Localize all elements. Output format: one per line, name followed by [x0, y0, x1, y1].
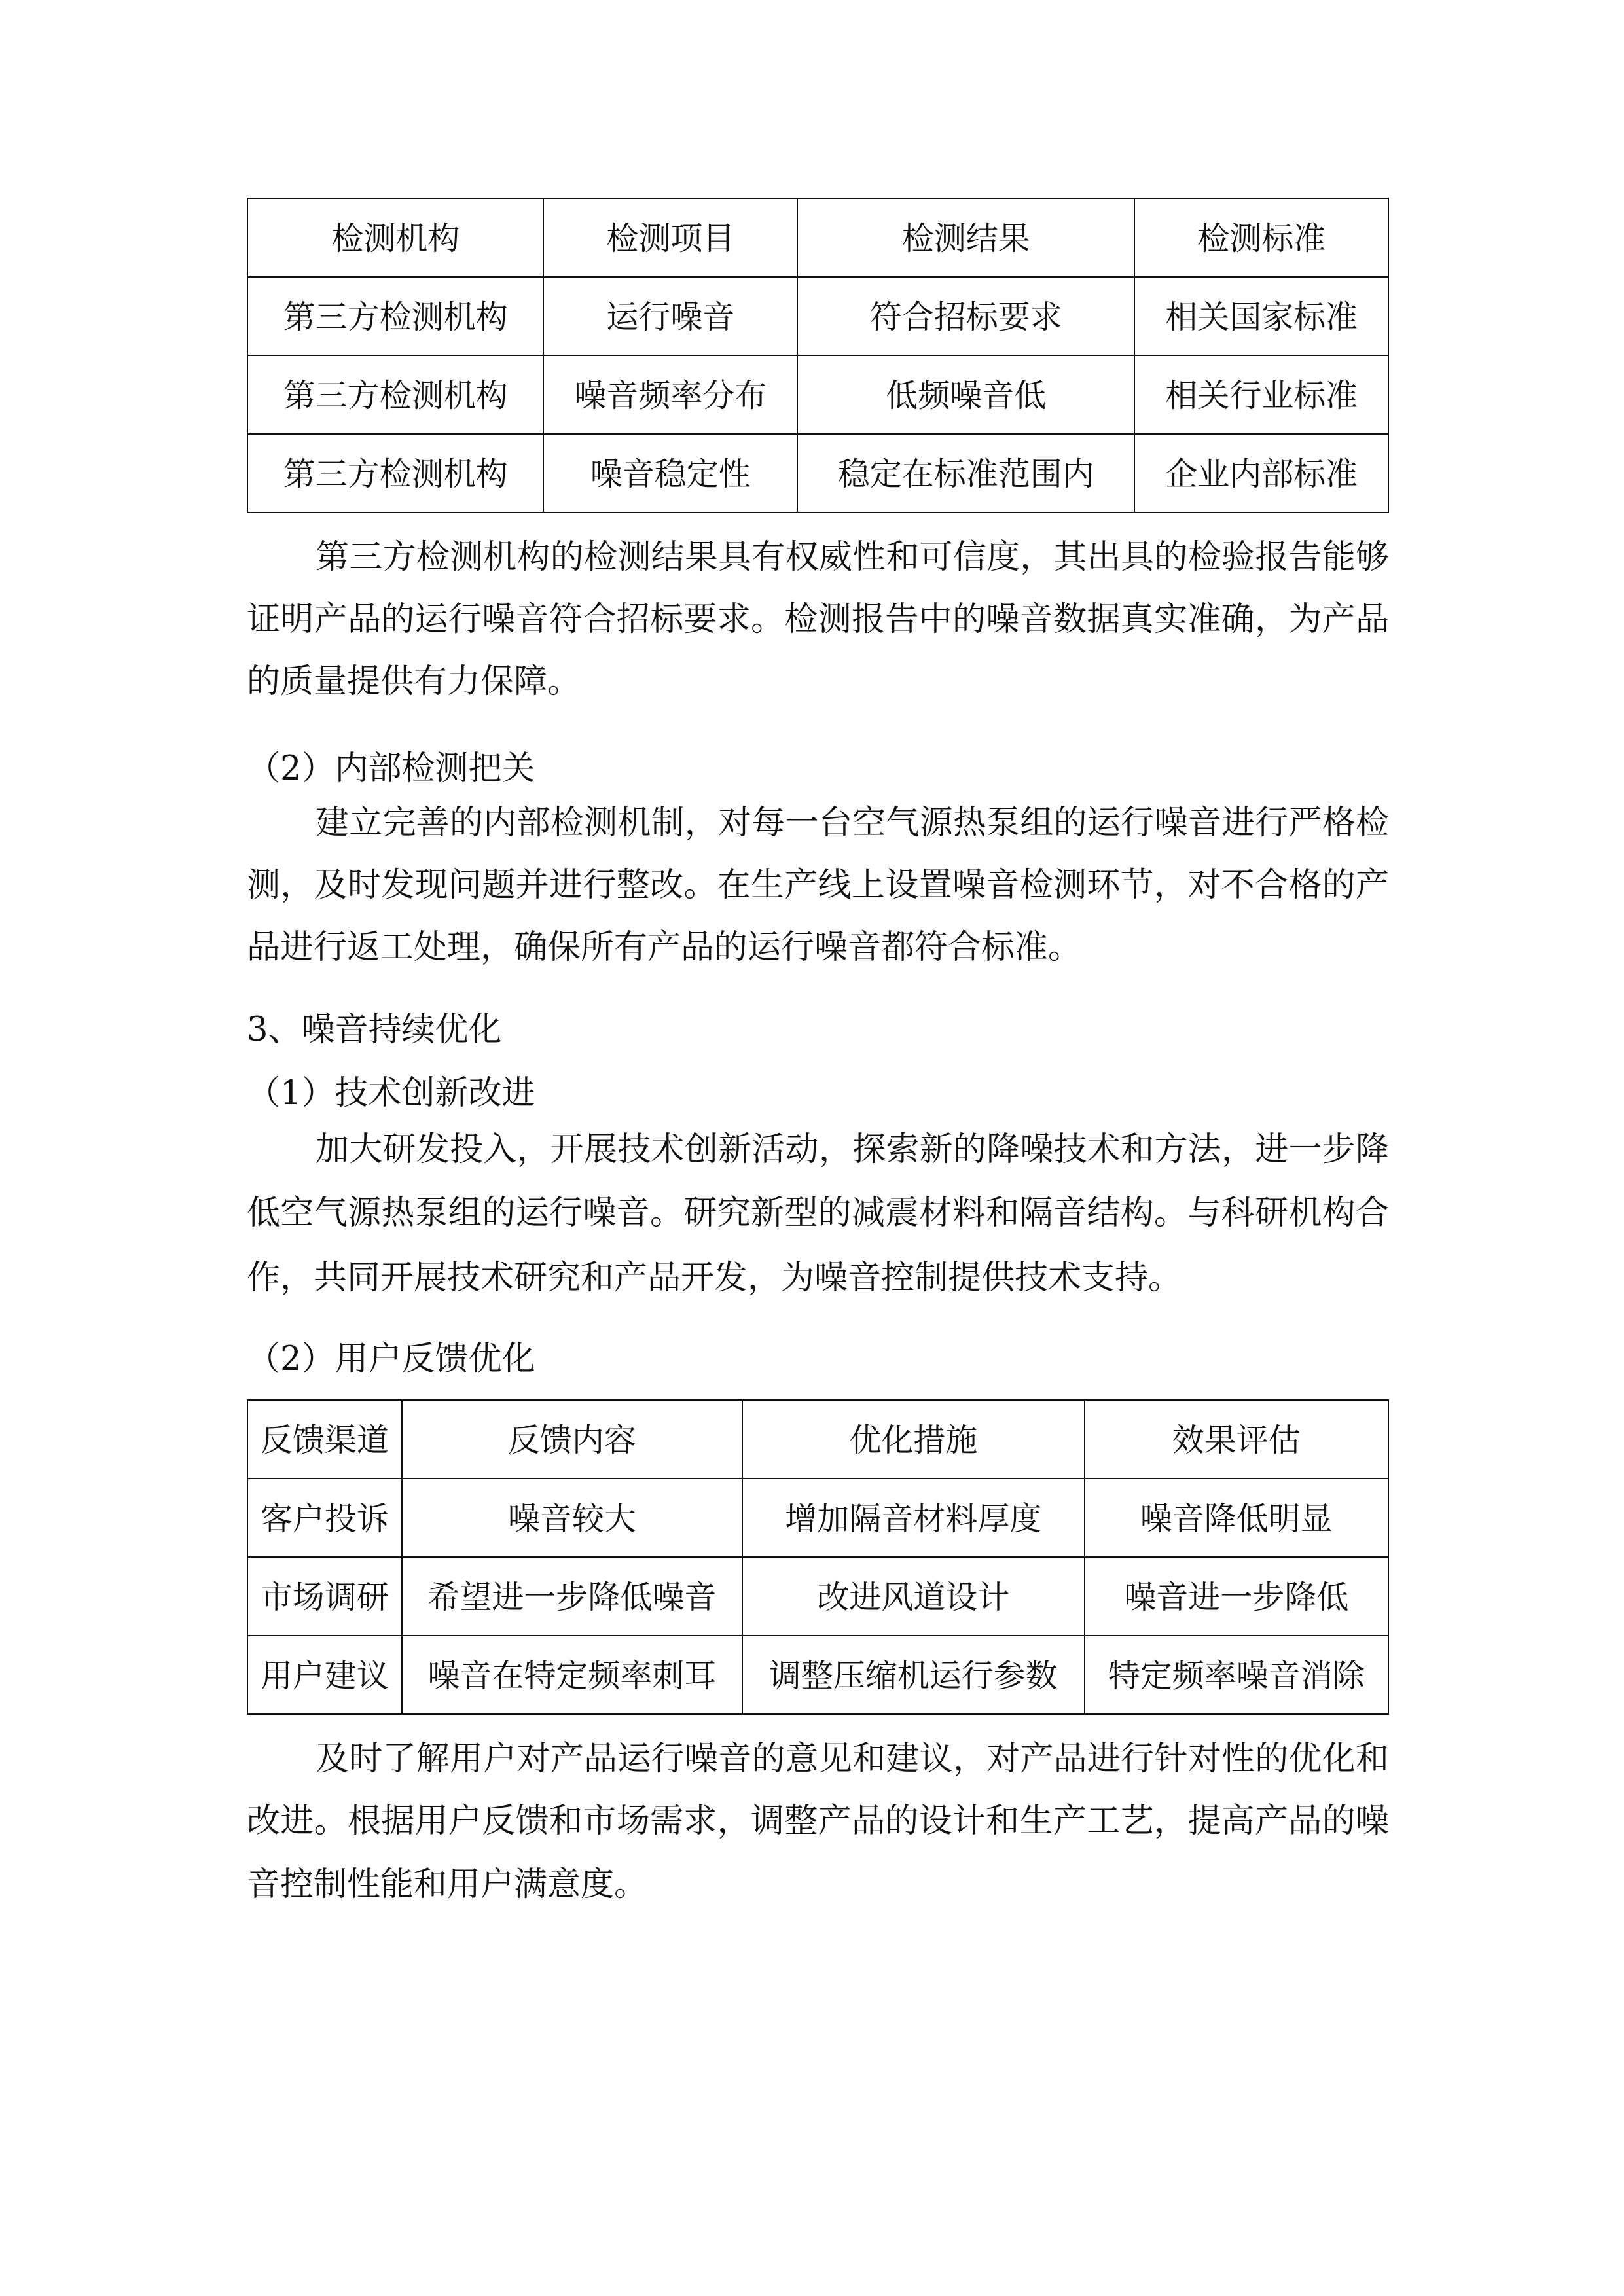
table-header-cell: 反馈内容 — [402, 1400, 742, 1479]
inspection-table — [247, 198, 1389, 513]
table-row — [247, 355, 1388, 434]
subheading: （2）用户反馈优化 — [247, 1340, 535, 1378]
feedback-table — [247, 1399, 1389, 1715]
table-cell: 用户建议 — [247, 1636, 402, 1714]
table-cell: 第三方检测机构 — [247, 277, 543, 355]
subheading: （1）技术创新改进 — [247, 1074, 535, 1113]
table-cell: 特定频率噪音消除 — [1085, 1636, 1389, 1714]
table-cell: 噪音频率分布 — [543, 355, 797, 434]
table-header-cell: 检测结果 — [797, 198, 1134, 277]
paragraph-line: 的质量提供有力保障。 — [247, 662, 581, 701]
paragraph-line: 加大研发投入，开展技术创新活动，探索新的降噪技术和方法，进一步降 — [316, 1130, 1389, 1169]
table-header-cell: 效果评估 — [1085, 1400, 1389, 1479]
table-cell: 相关行业标准 — [1134, 355, 1388, 434]
table-cell: 增加隔音材料厚度 — [742, 1479, 1084, 1557]
table-row — [247, 277, 1388, 355]
table-row — [247, 1636, 1388, 1714]
section-heading: 3、噪音持续优化 — [247, 1011, 502, 1049]
table-header-cell: 检测机构 — [247, 198, 543, 277]
subheading: （2）内部检测把关 — [247, 749, 535, 788]
paragraph-line: 测，及时发现问题并进行整改。在生产线上设置噪音检测环节，对不合格的产 — [247, 866, 1389, 905]
table-cell: 噪音降低明显 — [1085, 1479, 1389, 1557]
table-cell: 噪音进一步降低 — [1085, 1557, 1389, 1636]
table-cell: 稳定在标准范围内 — [797, 434, 1134, 512]
table-cell: 噪音稳定性 — [543, 434, 797, 512]
table-cell: 第三方检测机构 — [247, 434, 543, 512]
table-header-cell: 检测项目 — [543, 198, 797, 277]
table-header-cell: 反馈渠道 — [247, 1400, 402, 1479]
table-cell: 噪音较大 — [402, 1479, 742, 1557]
paragraph-line: 第三方检测机构的检测结果具有权威性和可信度，其出具的检验报告能够 — [316, 538, 1389, 577]
paragraph-line: 改进。根据用户反馈和市场需求，调整产品的设计和生产工艺，提高产品的噪 — [247, 1802, 1389, 1840]
table-cell: 改进风道设计 — [742, 1557, 1084, 1636]
paragraph-line: 低空气源热泵组的运行噪音。研究新型的减震材料和隔音结构。与科研机构合 — [247, 1194, 1389, 1232]
table-header-cell: 检测标准 — [1134, 198, 1388, 277]
table-cell: 希望进一步降低噪音 — [402, 1557, 742, 1636]
table-header-row — [247, 198, 1388, 277]
table-cell: 运行噪音 — [543, 277, 797, 355]
paragraph-line: 品进行返工处理，确保所有产品的运行噪音都符合标准。 — [247, 928, 1082, 967]
table-row — [247, 434, 1388, 512]
table-row — [247, 1557, 1388, 1636]
table-cell: 噪音在特定频率刺耳 — [402, 1636, 742, 1714]
table-cell: 客户投诉 — [247, 1479, 402, 1557]
table-cell: 第三方检测机构 — [247, 355, 543, 434]
paragraph-line: 及时了解用户对产品运行噪音的意见和建议，对产品进行针对性的优化和 — [316, 1740, 1389, 1778]
paragraph-line: 建立完善的内部检测机制，对每一台空气源热泵组的运行噪音进行严格检 — [316, 804, 1389, 842]
table-cell: 相关国家标准 — [1134, 277, 1388, 355]
table-cell: 符合招标要求 — [797, 277, 1134, 355]
table-cell: 调整压缩机运行参数 — [742, 1636, 1084, 1714]
table-cell: 市场调研 — [247, 1557, 402, 1636]
table-cell: 低频噪音低 — [797, 355, 1134, 434]
table-header-row — [247, 1400, 1388, 1479]
paragraph-line: 音控制性能和用户满意度。 — [247, 1865, 648, 1904]
table-row — [247, 1479, 1388, 1557]
table-cell: 企业内部标准 — [1134, 434, 1388, 512]
paragraph-line: 作，共同开展技术研究和产品开发，为噪音控制提供技术支持。 — [247, 1259, 1182, 1297]
table-header-cell: 优化措施 — [742, 1400, 1084, 1479]
paragraph-line: 证明产品的运行噪音符合招标要求。检测报告中的噪音数据真实准确，为产品 — [247, 600, 1389, 639]
